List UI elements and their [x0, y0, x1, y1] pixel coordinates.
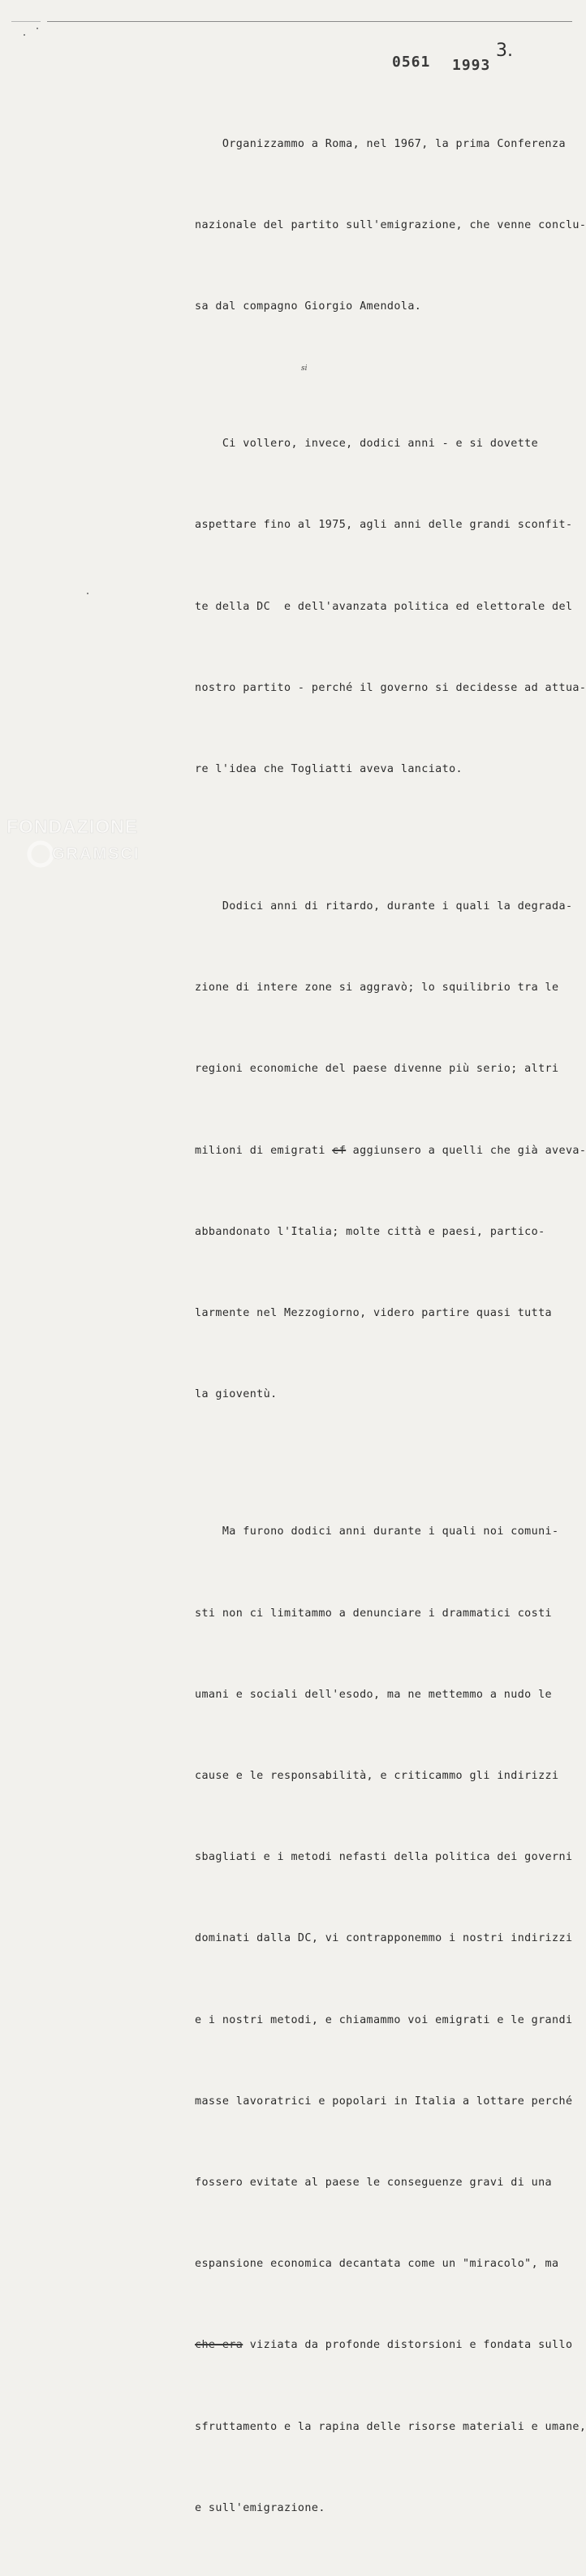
watermark-line-2: GRAMSCI [52, 845, 140, 863]
text-line: dominati dalla DC, vi contrapponemmo i nostri indirizzi [195, 1932, 573, 1945]
text-line: masse lavoratrici e popolari in Italia a lottare perché [195, 2095, 573, 2108]
speck [37, 28, 38, 29]
text-line: Dodici anni di ritardo, durante i quali la degrada- [195, 900, 573, 913]
paragraph-gap [195, 1462, 536, 1464]
text-line: sfruttamento e la rapina delle risorse materiali e umane, [195, 2420, 586, 2433]
text-line: e sull'emigrazione. [195, 2501, 325, 2514]
text-fragment: milioni di emigrati [195, 1144, 333, 1157]
text-fragment: aggiunsero a quelli che già aveva- [346, 1144, 586, 1157]
top-rule-short [11, 21, 41, 22]
typed-body-text [195, 76, 586, 2576]
text-line: e i nostri metodi, e chiamammo voi emigrati e le grandi [195, 2013, 573, 2026]
archive-number: 0561 [392, 54, 431, 71]
text-line: zione di intere zone si aggravò; lo squilibrio tra le [195, 982, 559, 995]
text-line: regioni economiche del paese divenne più serio; altri [195, 1063, 559, 1076]
page-number: 3. [496, 41, 513, 61]
watermark-line-1: FONDAZIONE [6, 816, 139, 837]
paragraph-gap [195, 837, 536, 839]
text-line: Ma furono dodici anni durante i quali noi comuni- [195, 1525, 559, 1538]
text-line: la gioventù. [195, 1388, 278, 1401]
text-line: fossero evitate al paese le conseguenze gravi di una [195, 2176, 553, 2189]
text-line-with-correction [195, 1137, 586, 1164]
speck [87, 593, 88, 594]
struck-text: cf [332, 1144, 347, 1157]
fondazione-gramsci-watermark [5, 812, 151, 877]
text-line: aspettare fino al 1975, agli anni delle grandi sconfit- [195, 519, 573, 532]
text-line: cause e le responsabilità, e criticammo gli indirizzi [195, 1769, 559, 1782]
handwritten-insertion: si [301, 365, 308, 373]
watermark-g-mark [29, 843, 52, 865]
text-line: re l'idea che Togliatti aveva lanciato. [195, 763, 463, 776]
speck [24, 34, 25, 36]
text-line: nazionale del partito sull'emigrazione, che venne conclu- [195, 219, 586, 232]
text-line: te della DC e dell'avanzata politica ed elettorale del [195, 600, 573, 613]
text-line: nostro partito - perché il governo si decidesse ad attua- [195, 681, 586, 694]
struck-text: che era [195, 2339, 243, 2352]
text-line: umani e sociali dell'esodo, ma ne mettemmo a nudo le [195, 1688, 553, 1701]
text-fragment: viziata da profonde distorsioni e fondata sullo [243, 2339, 573, 2352]
text-line: abbandonato l'Italia; molte città e paesi, partico- [195, 1225, 545, 1238]
paragraph-gap [195, 374, 536, 376]
archive-year: 1993 [452, 57, 491, 74]
text-line: espansione economica decantata come un "miracolo", ma [195, 2258, 559, 2271]
text-line: Ci vollero, invece, dodici anni - e si dovette [195, 438, 539, 451]
text-line-with-correction [195, 2332, 573, 2358]
text-line: sbagliati e i metodi nefasti della politica dei governi [195, 1851, 573, 1864]
text-line: Organizzammo a Roma, nel 1967, la prima Conferenza [195, 137, 566, 150]
text-line: sti non ci limitammo a denunciare i drammatici costi [195, 1607, 553, 1620]
text-line: larmente nel Mezzogiorno, videro partire quasi tutta [195, 1307, 553, 1320]
text-line: sa dal compagno Giorgio Amendola. [195, 300, 422, 313]
top-rule [47, 21, 572, 22]
